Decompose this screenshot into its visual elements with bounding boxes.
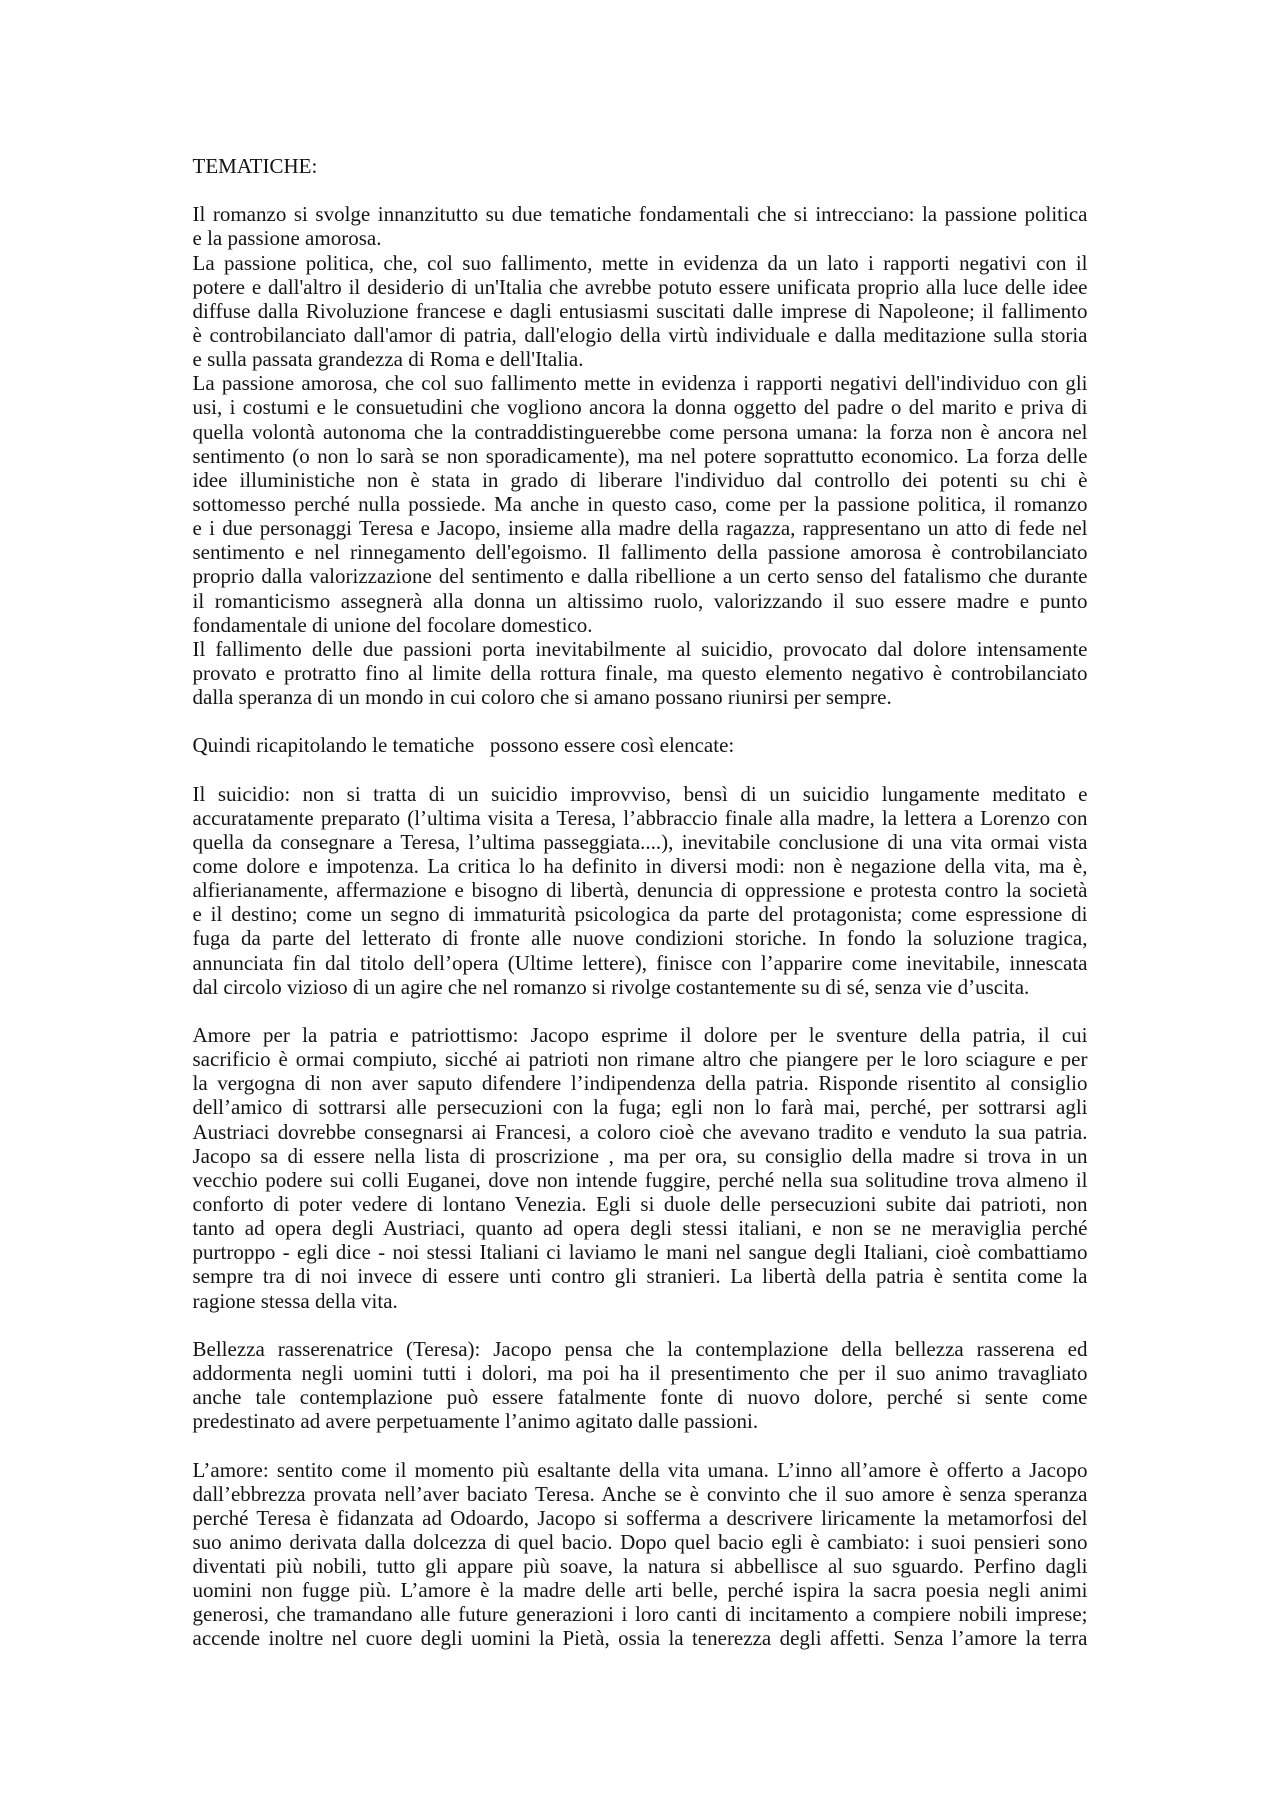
paragraph xyxy=(193,637,1088,709)
themes-overview-section xyxy=(193,202,1088,709)
text-line: Amore per la patria e patriottismo: Jacopo esprime il dolore per le sventure della patria, il cui xyxy=(192,1023,1088,1047)
text-line: addormenta negli uomini tutti i dolori, ma poi ha il presentimento che per il suo animo travagliato xyxy=(192,1360,1088,1385)
text-line: dalla speranza di un mondo in cui coloro che si amano possano riunirsi per sempre. xyxy=(192,685,892,710)
text-line: Quindi ricapitolando le tematiche possono essere così elencate: xyxy=(192,733,735,758)
text-line: La passione politica, che, col suo fallimento, mette in evidenza da un lato i rapporti negativi con il xyxy=(192,250,1088,275)
text-line: proprio dalla valorizzazione del sentimento e dalla ribellione a un certo senso del fatalismo che durante xyxy=(192,564,1088,589)
text-line: diffuse dalla Rivoluzione francese e dagli entusiasmi suscitati dalle imprese di Napoleone; il fallimento xyxy=(192,298,1088,323)
text-line: tanto ad opera degli Austriaci, quanto ad opera degli stessi italiani, e non se ne meraviglia perché xyxy=(192,1216,1088,1241)
paragraph xyxy=(193,782,1088,999)
text-line: Austriaci dovrebbe consegnarsi ai Francesi, a coloro cioè che avevano tradito e venduto la sua patria. xyxy=(192,1119,1088,1144)
text-line: e la passione amorosa. xyxy=(192,226,382,251)
text-line: diventati più nobili, tutto gli appare più soave, la natura si abbellisce al suo sguardo. Perfino dagli xyxy=(192,1554,1088,1579)
theme-suicide-section xyxy=(193,782,1088,999)
text-line: annunciata fin dal titolo dell’opera (Ultime lettere), finisce con l’apparire come inevitabile, innescata xyxy=(192,950,1088,975)
text-line: sentimento e nel rinnegamento dell'egoismo. Il fallimento della passione amorosa è controbilanciato xyxy=(192,540,1088,565)
paragraph xyxy=(193,1458,1088,1651)
text-line: sacrificio è ormai compiuto, sicché ai patrioti non rimane altro che piangere per le loro sciagure e per xyxy=(192,1047,1088,1072)
text-line: quella volontà autonoma che la contraddistinguerebbe come persona umana: la forza non è ancora nel xyxy=(192,419,1088,444)
text-line: suo animo derivata dalla dolcezza di quel bacio. Dopo quel bacio egli è cambiato: i suoi pensieri sono xyxy=(192,1529,1088,1554)
text-line: potere e dall'altro il desiderio di un'Italia che avrebbe potuto essere unificata proprio alla luce delle idee xyxy=(192,274,1088,299)
text-line: è controbilanciato dall'amor di patria, dall'elogio della virtù individuale e dalla meditazione sulla storia xyxy=(192,322,1088,347)
text-line: conforto di poter vedere di lontano Venezia. Egli si duole delle persecuzioni subite dai patrioti, non xyxy=(192,1191,1088,1216)
summary-intro-section xyxy=(193,733,1088,757)
paragraph xyxy=(193,202,1088,250)
text-line: anche tale contemplazione può essere fatalmente fonte di nuovo dolore, perché si sente come xyxy=(192,1385,1088,1410)
text-line: Il fallimento delle due passioni porta inevitabilmente al suicidio, provocato dal dolore intensamente xyxy=(192,636,1088,661)
paragraph xyxy=(193,733,1088,757)
text-line: dell’amico di sottrarsi alle persecuzioni con la fuga; egli non lo farà mai, perché, per sottrarsi agli xyxy=(192,1095,1088,1120)
text-line: accuratamente preparato (l’ultima visita a Teresa, l’abbraccio finale alla madre, la lettera a Lorenzo con xyxy=(192,805,1088,830)
text-line: la vergogna di non aver saputo difendere l’indipendenza della patria. Risponde risentito al consiglio xyxy=(192,1071,1088,1096)
text-line: quella da consegnare a Teresa, l’ultima passeggiata....), inevitabile conclusione di una vita ormai vista xyxy=(192,829,1088,854)
theme-patriotism-section xyxy=(193,1023,1088,1313)
text-line: vecchio podere sui colli Euganei, dove non intende fuggire, perché nella sua solitudine trova almeno il xyxy=(192,1167,1088,1192)
text-line: fuga da parte del letterato di fronte alle nuove condizioni storiche. In fondo la soluzione tragica, xyxy=(192,926,1088,951)
text-line: purtroppo - egli dice - noi stessi Italiani ci laviamo le mani nel sangue degli Italiani, cioè combattiamo xyxy=(192,1240,1088,1265)
text-line: idee illuministiche non è stata in grado di liberare l'individuo dal controllo dei potenti su chi è xyxy=(192,467,1088,492)
text-line: ragione stessa della vita. xyxy=(192,1288,398,1313)
text-line: Il romanzo si svolge innanzitutto su due tematiche fondamentali che si intrecciano: la passione politica xyxy=(192,202,1088,227)
text-line: uomini non fugge più. L’amore è la madre delle arti belle, perché ispira la sacra poesia negli animi xyxy=(192,1578,1088,1603)
text-line: sottomesso perché nulla possiede. Ma anche in questo caso, come per la passione politica, il romanzo xyxy=(192,491,1088,516)
text-line: usi, i costumi e le consuetudini che vogliono ancora la donna oggetto del padre o del marito e priva di xyxy=(192,395,1088,420)
text-line: dal circolo vizioso di un agire che nel romanzo si rivolge costantemente su di sé, senza vie d’uscita. xyxy=(192,974,1030,999)
section-heading: TEMATICHE: xyxy=(192,154,318,178)
text-line: L’amore: sentito come il momento più esaltante della vita umana. L’inno all’amore è offerto a Jacopo xyxy=(192,1457,1088,1482)
text-line: predestinato ad avere perpetuamente l’animo agitato dalle passioni. xyxy=(192,1409,759,1434)
text-line: sentimento (o non lo sarà se non sporadicamente), ma nel potere soprattutto economico. La forza delle xyxy=(192,443,1088,468)
paragraph xyxy=(193,371,1088,637)
text-line: Jacopo sa di essere nella lista di proscrizione , ma per ora, su consiglio della madre si trova in un xyxy=(192,1143,1088,1168)
text-line: generosi, che tramandano alle future generazioni i loro canti di incitamento a compiere nobili imprese; xyxy=(192,1602,1088,1627)
theme-love-section xyxy=(193,1458,1088,1651)
text-line: provato e protratto fino al limite della rottura finale, ma questo elemento negativo è controbilanciato xyxy=(192,660,1088,685)
paragraph xyxy=(193,1337,1088,1434)
text-line: perché Teresa è fidanzata ad Odoardo, Jacopo si sofferma a descrivere liricamente la metamorfosi del xyxy=(192,1505,1088,1530)
text-line: fondamentale di unione del focolare domestico. xyxy=(192,612,593,637)
text-line: Bellezza rasserenatrice (Teresa): Jacopo pensa che la contemplazione della bellezza rasserena ed xyxy=(192,1336,1088,1361)
text-line: e sulla passata grandezza di Roma e dell'Italia. xyxy=(192,347,584,372)
paragraph xyxy=(193,251,1088,372)
paragraph xyxy=(193,1023,1088,1313)
text-line: e il destino; come un segno di immaturità psicologica da parte del protagonista; come espressione di xyxy=(192,902,1088,927)
text-line: dall’ebbrezza provata nell’aver baciato Teresa. Anche se è convinto che il suo amore è senza speranza xyxy=(192,1481,1088,1506)
theme-beauty-section xyxy=(193,1337,1088,1434)
text-line: e i due personaggi Teresa e Jacopo, insieme alla madre della ragazza, rappresentano un atto di fede nel xyxy=(192,516,1088,541)
text-line: il romanticismo assegnerà alla donna un altissimo ruolo, valorizzando il suo essere madre e punto xyxy=(192,588,1088,613)
text-line: alfierianamente, affermazione e bisogno di libertà, denuncia di oppressione e protesta contro la società xyxy=(192,878,1088,903)
text-line: accende inoltre nel cuore degli uomini la Pietà, ossia la tenerezza degli affetti. Senza l’amore la terra xyxy=(192,1626,1088,1651)
text-line: La passione amorosa, che col suo fallimento mette in evidenza i rapporti negativi dell'individuo con gli xyxy=(192,371,1088,396)
text-line: come dolore e impotenza. La critica lo ha definito in diversi modi: non è negazione della vita, ma è, xyxy=(192,854,1088,879)
text-line: Il suicidio: non si tratta di un suicidio improvviso, bensì di un suicidio lungamente meditato e xyxy=(192,781,1088,806)
text-line: sempre tra di noi invece di essere unti contro gli stranieri. La libertà della patria è sentita come la xyxy=(192,1264,1088,1289)
